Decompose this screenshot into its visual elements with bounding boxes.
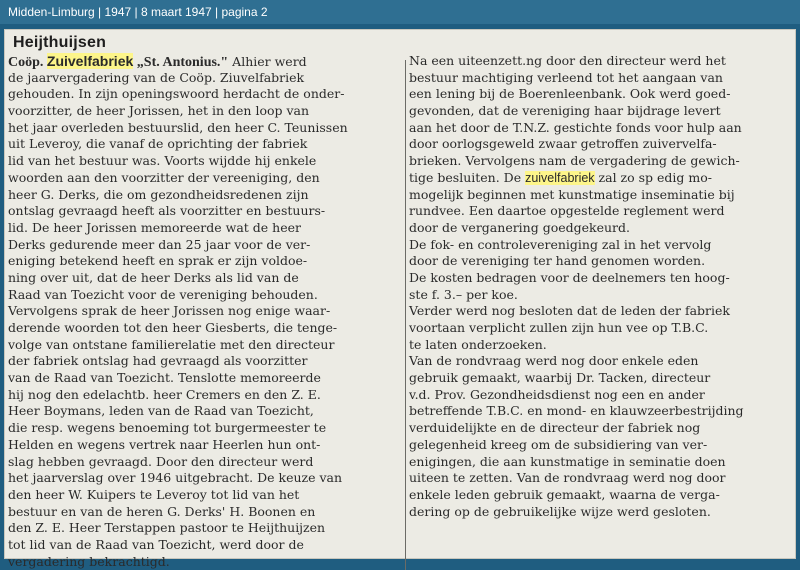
- article-line: gevonden, dat de vereniging haar bijdrage levert: [409, 103, 721, 119]
- article-line: die resp. wegens benoeming tot burgermeester te: [8, 420, 327, 436]
- article-line: eniging betekend heeft en sprak er zijn voldoe-: [8, 253, 308, 269]
- article-line: betreffende T.B.C. en mond- en klauwzeerbestrijding: [409, 403, 744, 419]
- article-line: bestuur machtiging verleend tot het aangaan van: [409, 69, 723, 85]
- search-highlight: zuivelfabriek: [525, 170, 595, 185]
- article-line: De kosten bedragen voor de deelnemers ten hoog-: [409, 269, 730, 285]
- article-line: ontslag gevraagd heeft als voorzitter en bestuurs-: [8, 203, 326, 219]
- article-line: tot lid van de Raad van Toezicht, werd door de: [8, 536, 304, 552]
- article-line: woorden aan den voorzitter der vereeniging, den: [8, 169, 320, 185]
- line-text: zal zo sp edig mo-: [594, 169, 712, 185]
- article-line: door de vereniging ter hand genomen worden.: [409, 253, 706, 269]
- lead-text: Alhier werd: [228, 54, 307, 69]
- article-line: uit Leveroy, die vanaf de oprichting der fabriek: [8, 136, 308, 152]
- article-line: uiteen te zetten. Van de rondvraag werd nog door: [409, 470, 726, 486]
- article-line: enkele leden gebruik gemaakt, waarna de verga-: [409, 486, 720, 502]
- article-line: voorzitter, de heer Jorissen, het in den loop van: [8, 103, 310, 119]
- article-column-right: [409, 53, 799, 520]
- article-line: de jaarvergadering van de Coöp. Ziuvelfabriek: [8, 69, 305, 85]
- article-line: Van de rondvraag werd nog door enkele eden: [409, 353, 699, 369]
- article-line: het jaarverslag over 1946 uitgebracht. De keuze van: [8, 470, 343, 486]
- article-line: voortaan verplicht zullen zijn hun vee op T.B.C.: [409, 320, 709, 335]
- lead-title: „St. Antonius.": [133, 55, 229, 70]
- article-line: door oorlogsgeweld zwaar getroffen zuivervelfa-: [409, 136, 717, 152]
- article-line: lid. De heer Jorissen memoreerde wat de heer: [8, 219, 301, 235]
- article-line: [409, 170, 799, 187]
- article-line: der fabriek ontslag had gevraagd als voorzitter: [8, 353, 308, 369]
- article-line: Raad van Toezicht voor de vereniging behouden.: [8, 286, 318, 302]
- article-line: heer G. Derks, die om gezondheidsredenen zijn: [8, 186, 309, 202]
- newspaper-clipping: [4, 29, 796, 569]
- left-column-text: [8, 70, 398, 570]
- article-line: door de verganering goedgekeurd.: [409, 219, 631, 235]
- article-line: De fok- en controlevereniging zal in het vervolg: [409, 236, 712, 252]
- article-line: bestuur en van de heren G. Derks' H. Boonen en: [8, 503, 316, 519]
- article-column-left: [8, 53, 398, 570]
- article-line: mogelijk beginnen met kunstmatige inseminatie bij: [409, 186, 735, 202]
- article-line: dering op de gebruikelijke wijze werd gesloten.: [409, 503, 711, 519]
- article-line: Helden en wegens vertrek naar Heerlen hun ont-: [8, 436, 321, 452]
- right-column-text-bottom: [409, 187, 799, 521]
- article-line: v.d. Prov. Gezondheidsdienst nog een en ander: [409, 386, 705, 402]
- article-line: slag hebben gevraagd. Door den directeur werd: [8, 453, 314, 469]
- lead-prefix: Coöp.: [8, 55, 47, 70]
- article-line: enigingen, die aan kunstmatige in seminatie doen: [409, 453, 726, 469]
- article-line: ste f. 3.– per koe.: [409, 286, 518, 302]
- article-line: van de Raad van Toezicht. Tenslotte memoreerde: [8, 370, 321, 386]
- right-column-text-top: [409, 53, 799, 170]
- article-line: het jaar overleden bestuurslid, den heer C. Teunissen: [8, 119, 348, 135]
- article-line: gebruik gemaakt, waarbij Dr. Tacken, directeur: [409, 370, 711, 386]
- article-line: een lening bij de Boerenleenbank. Ook werd goed-: [409, 86, 731, 102]
- column-divider: [405, 60, 406, 570]
- line-text: tige besluiten. De: [409, 169, 526, 185]
- article-line: volge van ontstane familierelatie met den directeur: [8, 336, 335, 352]
- article-line: ning over uit, dat de heer Derks als lid van de: [8, 269, 299, 285]
- article-line: te laten onderzoeken.: [409, 336, 547, 352]
- article-line: den Z. E. Heer Terstappen pastoor te Heijthuijzen: [8, 520, 326, 536]
- article-line: derende woorden tot den heer Giesberts, die tenge-: [8, 320, 338, 335]
- article-line: vergadering bekrachtigd.: [8, 553, 170, 569]
- article-line: brieken. Vervolgens nam de vergadering de gewich-: [409, 153, 740, 169]
- article-line: Derks gedurende meer dan 25 jaar voor de ver-: [8, 236, 311, 252]
- article-line: hij nog den edelachtb. heer Cremers en den Z. E.: [8, 386, 321, 402]
- article-lead-line: [8, 53, 398, 70]
- article-line: gelegenheid kreeg om de subsidiering van ver-: [409, 436, 708, 452]
- article-line: Heer Boymans, leden van de Raad van Toezicht,: [8, 403, 314, 419]
- article-line: Na een uiteenzett.ng door den directeur werd het: [409, 53, 726, 68]
- article-line: Vervolgens sprak de heer Jorissen nog enige waar-: [8, 303, 331, 319]
- article-line: Verder werd nog besloten dat de leden der fabriek: [409, 303, 730, 319]
- article-line: verduidelijkte en de directeur der fabriek nog: [409, 420, 701, 436]
- article-line: lid van het bestuur was. Voorts wijdde hij enkele: [8, 153, 317, 169]
- article-line: aan het door de T.N.Z. gestichte fonds voor hulp aan: [409, 119, 742, 135]
- article-line: den heer W. Kuipers te Leveroy tot lid van het: [8, 486, 300, 502]
- article-line: gehouden. In zijn openingswoord herdacht de onder-: [8, 86, 345, 102]
- newspaper-source-bar: Midden-Limburg | 1947 | 8 maart 1947 | pagina 2: [0, 0, 800, 24]
- search-highlight: Zuivelfabriek: [46, 53, 134, 69]
- article-line: rundvee. Een daartoe opgestelde reglement werd: [409, 203, 725, 219]
- article-headline: Heijthuijsen: [13, 34, 107, 51]
